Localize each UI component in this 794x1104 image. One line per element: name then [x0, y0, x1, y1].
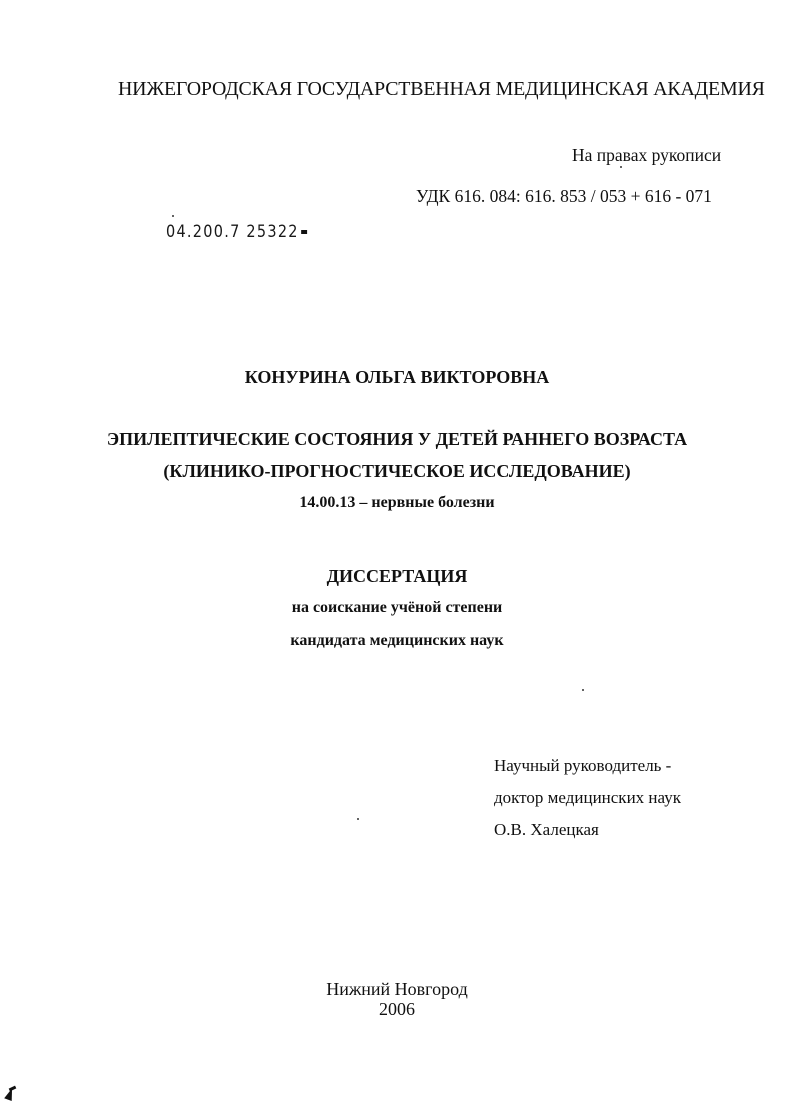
- year: 2006: [379, 999, 415, 1019]
- scan-speck: [620, 166, 622, 168]
- city: Нижний Новгород: [326, 979, 468, 999]
- scan-speck: [357, 818, 359, 820]
- scan-speck: [172, 215, 174, 217]
- stamp-dash-mark: [301, 230, 307, 234]
- document-type: ДИССЕРТАЦИЯ: [326, 566, 468, 586]
- specialty-code: 14.00.13 – нервные болезни: [299, 494, 495, 511]
- scan-speck: [582, 689, 584, 691]
- registration-stamp: [166, 222, 307, 242]
- stamp-number: 04.200.7 25322: [166, 222, 299, 242]
- thesis-title-line-2: (КЛИНИКО-ПРОГНОСТИЧЕСКОЕ ИССЛЕДОВАНИЕ): [163, 461, 631, 481]
- author-name: КОНУРИНА ОЛЬГА ВИКТОРОВНА: [244, 367, 550, 387]
- advisor-role: Научный руководитель -: [494, 756, 672, 775]
- udk-code: УДК 616. 084: 616. 853 / 053 + 616 - 071: [416, 186, 712, 206]
- advisor-degree: доктор медицинских наук: [494, 788, 681, 807]
- advisor-name: О.В. Халецкая: [494, 820, 599, 839]
- rights-notice: На правах рукописи: [572, 145, 722, 165]
- thesis-title-line-1: ЭПИЛЕПТИЧЕСКИЕ СОСТОЯНИЯ У ДЕТЕЙ РАННЕГО ВОЗРАСТА: [106, 429, 688, 449]
- institution-name: НИЖЕГОРОДСКАЯ ГОСУДАРСТВЕННАЯ МЕДИЦИНСКАЯ АКАДЕМИЯ: [118, 78, 765, 100]
- degree-line-2: кандидата медицинских наук: [290, 632, 504, 649]
- degree-line-1: на соискание учёной степени: [291, 599, 503, 616]
